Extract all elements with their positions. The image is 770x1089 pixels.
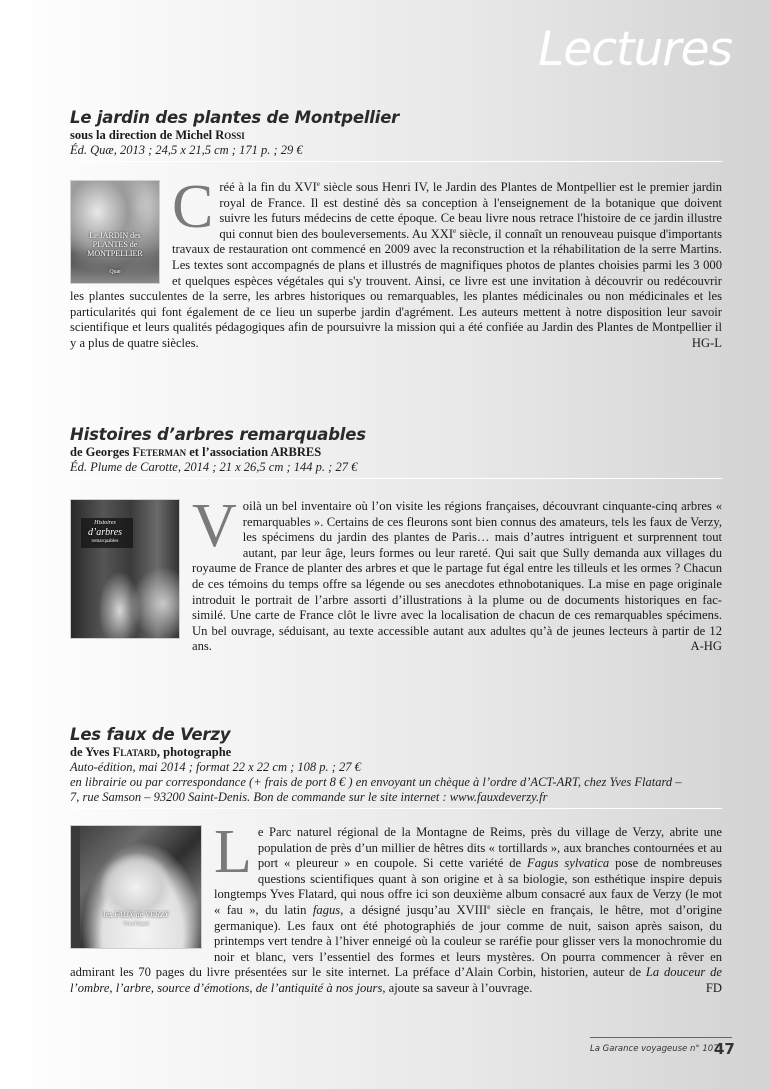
reviewer-signature: FD [705,980,722,995]
publication-info: Éd. Quæ, 2013 ; 24,5 x 21,5 cm ; 171 p. ; 29 € [70,143,303,157]
ordering-address: 7, rue Samson – 93200 Saint-Denis. Bon de commande sur le site internet : www.fauxdeverzy.fr [70,790,548,804]
cover-title-line: remarquables [91,539,119,544]
drop-cap: V [192,492,237,560]
reviewer-signature: HG-L [691,335,722,350]
byline-prefix: de Yves [70,745,113,759]
article-title: Les faux de Verzy [70,725,231,744]
section-title: Lectures [538,22,732,77]
cover-author-text: Yves Flatard [123,922,149,927]
ordering-info: en librairie ou par correspondance (+ frais de port 8 € ) en envoyant un chèque à l’ordre d’ACT-ART, chez Yves Flatard – [70,775,682,789]
review-article-1 [70,108,722,352]
byline-prefix: de Georges [70,445,133,459]
cover-spine [71,826,80,948]
byline-suffix: , photographe [156,745,232,759]
cover-publisher-text: Quæ [109,269,121,275]
article-body: Voilà un bel inventaire où l’on visite les régions françaises, découvrant cinquante-cinq arbres « remarquables ». Certains de ces fleurons sont bien connus des amateurs, tels les faux de Verzy, les spécimens du jardin des plantes de Paris… mais d’autres intriguent et surprennent tout autant, par leur âge, leurs formes ou leur rareté. Qui sait que Sully demanda aux villages du royaume de France de planter des arbres et que le partage fut égal entre les tilleuls et les ormes ? Chacun de ces témoins du temps offre sa légende ou ses anecdotes ethnobotaniques. La mise en page originale introduit le portrait de l’arbre assorti d’illustrations à la plume ou de documents historiques en fac-similé. Une carte de France clôt le livre avec la localisation de chacun de ces remarquables spécimens. Un bel ouvrage, séduisant, au texte accessible autant aux adultes qu’à de jeunes lecteurs à partir de 12 ans. A-HG [192,492,722,654]
book-cover-image [70,825,202,949]
divider [70,161,722,162]
article-body: Le Parc naturel régional de la Montagne de Reims, près du village de Verzy, abrite une population de près d’un millier de hêtres dits « tortillards », aux branches contournées et au port « pleureur » en coupole. Si cette variété de Fagus sylvatica pose de nombreuses questions scientifiques quant à son origine et à sa biologie, son esthétique inspire depuis longtemps Yves Flatard, qui nous offre ici son deuxième album consacré aux faux de Verzy (le mot « fau », du latin fagus, a désigné jusqu’au XVIIIe siècle en français, le hêtre, mot d’origine germanique). Les faux ont été photographiés de jour comme de nuit, saison après saison, du printemps vert tendre à l’hiver enneigé où la couleur se raréfie pour glisser vers la monochromie du noir et blanc, vers l’essentiel des formes et leurs mystères. On pourra commencer à rêver en admirant les 70 pages du livre présentées sur le site internet. La préface d’Alain Corbin, historien, auteur de La douceur de l’ombre, l’arbre, source d’émotions, de l’antiquité à nos jours, ajoute sa saveur à l’ouvrage. FD [70,818,722,995]
book-cover-image [70,180,160,284]
cover-title-text: les FAUX de VERZY [103,910,169,919]
review-article-3 [70,725,722,997]
divider [70,478,722,479]
article-byline [70,745,722,760]
publication-info: Éd. Plume de Carotte, 2014 ; 21 x 26,5 cm ; 144 p. ; 27 € [70,460,358,474]
footer-rule [590,1037,732,1038]
author-name: Rossi [215,128,245,142]
publication-name: La Garance voyageuse n° 107 [590,1044,719,1054]
book-cover-image [70,499,180,639]
article-byline [70,445,722,460]
article-title: Le jardin des plantes de Montpellier [70,108,400,127]
publication-info: Auto-édition, mai 2014 ; format 22 x 22 cm ; 108 p. ; 27 € [70,760,361,774]
article-body: Créé à la fin du XVIe siècle sous Henri IV, le Jardin des Plantes de Montpellier est le premier jardin royal de France. Il est destiné dès sa conception à l'enseignement de la botanique que doivent suivre les futurs médecins de cette époque. Ce beau livre nous retrace l'histoire de ce jardin illustre qui connut bien des bouleversements. Au XXIe siècle, il connaît un renouveau puisque d'importants travaux de restauration ont commencé en 2009 avec la reconstruction et la réhabilitation de la serre Martins. Les textes sont accompagnés de plans et illustrés de magnifiques photos de plantes choisies parmi les 3 000 et quelques espèces végétales qui s'y trouvent. Ainsi, ce livre est une invitation à découvrir ou redécouvrir les plantes succulentes de la serre, les arbres historiques ou remarquables, les plantes médicinales ou non médicinales et les particularités qui font également de ce lieu un superbe jardin d'agrément. Les auteurs mettent à notre disposition leur savoir scientifique et leurs qualités pédagogiques afin de poursuivre la mission qui a été confiée au Jardin des Plantes de Montpellier il y a plus de quatre siècles. HG-L [70,173,722,350]
drop-cap: C [172,173,214,241]
cover-title-text: Le JARDIN des PLANTES de MONTPELLIER [87,231,143,258]
author-name: Flatard [112,745,157,759]
article-title: Histoires d’arbres remarquables [70,425,366,444]
divider [70,808,722,809]
byline-suffix: et l’association ARBRES [186,445,322,459]
drop-cap: L [214,818,252,886]
article-byline [70,128,722,143]
reviewer-signature: A-HG [690,639,722,654]
author-name: Feterman [132,445,187,459]
cover-title-line: d’arbres [87,527,123,538]
page-number: 47 [714,1040,735,1058]
byline-prefix: sous la direction de Michel [70,128,216,142]
cover-title-line: Histoires [94,520,116,526]
review-article-2 [70,425,722,655]
